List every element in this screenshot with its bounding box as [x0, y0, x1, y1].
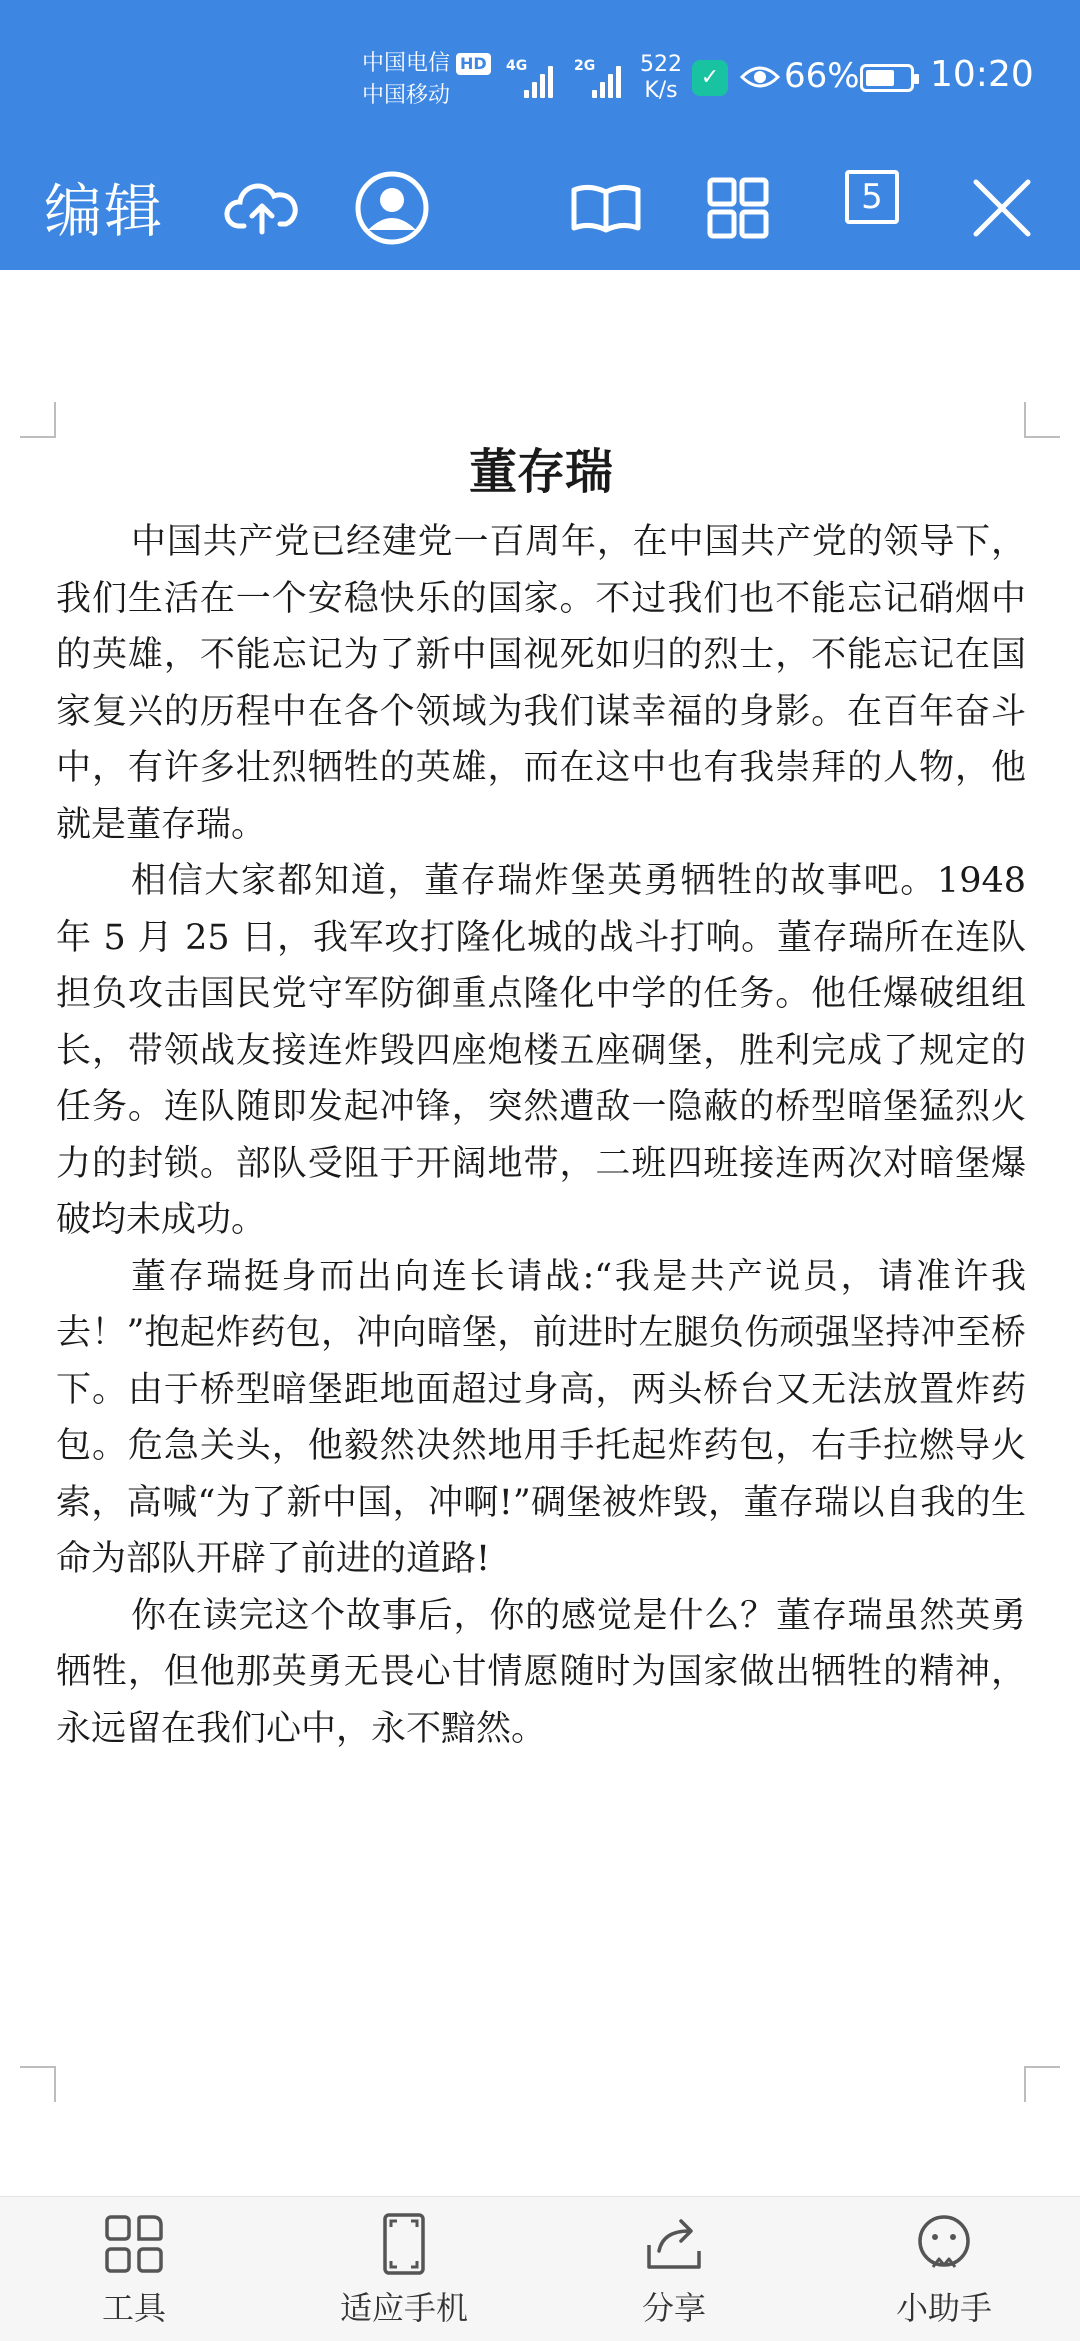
- fit-screen-icon: [371, 2211, 437, 2277]
- share-button[interactable]: [564, 2211, 784, 2331]
- hd-badge: HD: [456, 53, 491, 75]
- page-corner-bottom-left: [20, 2066, 56, 2102]
- assistant-robot-icon: [911, 2211, 977, 2277]
- net-speed: [640, 52, 682, 104]
- tools-icon: [101, 2211, 167, 2277]
- fit-phone-label: 适应手机: [339, 2289, 468, 2327]
- edit-button[interactable]: 编辑: [44, 177, 165, 245]
- battery-icon: [860, 64, 914, 92]
- page-corner-top-right: [1024, 402, 1060, 438]
- carrier-2: 中国移动: [362, 83, 451, 108]
- assistant-label: 小助手: [895, 2289, 992, 2327]
- document-title: 董存瑞: [468, 444, 613, 500]
- tabs-count-icon[interactable]: 5: [845, 170, 899, 224]
- cloud-upload-icon[interactable]: [222, 168, 302, 248]
- status-bar: [0, 0, 1080, 150]
- tools-button[interactable]: [24, 2211, 244, 2331]
- bottom-bar: [0, 2196, 1080, 2341]
- fit-phone-button[interactable]: [294, 2211, 514, 2331]
- share-label: 分享: [641, 2289, 706, 2327]
- net-speed-unit: K/s: [644, 78, 678, 103]
- page-corner-top-left: [20, 402, 56, 438]
- tools-label: 工具: [101, 2289, 166, 2327]
- battery-percent: 66%: [784, 56, 860, 96]
- top-bar: [0, 0, 1080, 270]
- paragraph-3: 董存瑞挺身而出向连长请战:“我是共产说员，请准许我去！”抱起炸药包，冲向暗堡，前进时左腿负伤顽强坚持冲至桥下。由于桥型暗堡距地面超过身高，两头桥台又无法放置炸药包。危急关头，他毅然决然地用手托起炸药包，右手拉燃导火索，高喊“为了新中国，冲啊!”碉堡被炸毁，董存瑞以自我的生命为部队开辟了前进的道路!: [56, 1256, 1026, 1579]
- share-icon: [641, 2211, 707, 2277]
- battery-fill: [866, 70, 894, 86]
- paragraph-4: 你在读完这个故事后，你的感觉是什么？董存瑞虽然英勇牺牲，但他那英勇无畏心甘情愿随时为国家做出牺牲的精神，永远留在我们心中，永不黯然。: [56, 1595, 1026, 1749]
- paragraph-2: 相信大家都知道，董存瑞炸堡英勇牺牲的故事吧。1948 年 5 月 25 日，我军攻打隆化城的战斗打响。董存瑞所在连队担负攻击国民党守军防御重点隆化中学的任务。他任爆破组组长，带领战友接连炸毁四座炮楼五座碉堡，胜利完成了规定的任务。连队随即发起冲锋，突然遭敌一隐蔽的桥型暗堡猛烈火力的封锁。部队受阻于开阔地带，二班四班接连两次对暗堡爆破均未成功。: [56, 861, 1026, 1240]
- net-speed-value: 522: [640, 52, 682, 77]
- paragraph-1: 中国共产党已经建党一百周年，在中国共产党的领导下，我们生活在一个安稳快乐的国家。不过我们也不能忘记硝烟中的英雄，不能忘记为了新中国视死如归的烈士，不能忘记在国家复兴的历程中在各个领域为我们谋幸福的身影。在百年奋斗中，有许多壮烈牺牲的英雄，而在这中也有我崇拜的人物，他就是董存瑞。: [56, 522, 1026, 845]
- document-page[interactable]: [56, 436, 1026, 1757]
- close-icon[interactable]: [962, 168, 1042, 248]
- assistant-button[interactable]: [834, 2211, 1054, 2331]
- grid-icon[interactable]: [698, 168, 778, 248]
- signal-1-type: 4G: [506, 58, 528, 74]
- eye-comfort-icon: [740, 62, 780, 92]
- clock: 10:20: [930, 54, 1034, 95]
- security-shield-icon: ✓: [692, 60, 728, 96]
- toolbar: [0, 150, 1080, 270]
- book-icon[interactable]: [566, 168, 646, 248]
- page-corner-bottom-right: [1024, 2066, 1060, 2102]
- carrier-info: [362, 48, 491, 112]
- carrier-1: 中国电信: [362, 51, 451, 76]
- user-avatar-icon[interactable]: [352, 168, 432, 248]
- signal-2-type: 2G: [574, 58, 596, 74]
